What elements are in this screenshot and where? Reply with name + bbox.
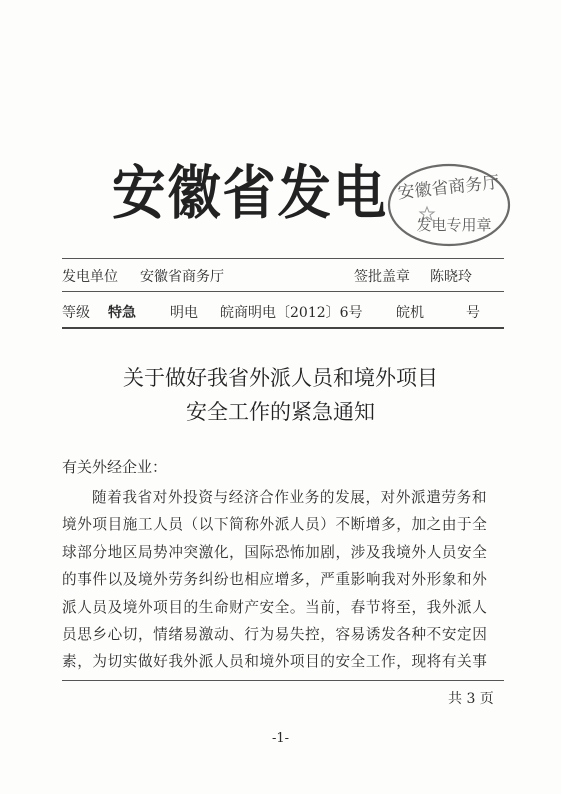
document-title-line-1: 关于做好我省外派人员和境外项目 [123,366,438,390]
page-number: -1- [271,731,290,746]
divider-line [62,327,504,329]
telegram-header-title: 安徽省发电 [112,159,389,227]
body-line: 素，为切实做好我外派人员和境外项目的安全工作，现将有关事 [62,653,488,671]
total-pages: 共 3 页 [448,691,494,707]
document-number: 皖商明电〔2012〕6号 [220,305,363,321]
signer-label: 签批盖章 [354,269,410,285]
body-line: 派人员及境外项目的生命财产安全。当前，春节将至，我外派人 [62,598,488,616]
signer-value: 陈晓玲 [430,269,472,285]
document-title-line-2: 安全工作的紧急通知 [186,400,375,424]
footer-divider-line [62,680,504,681]
level-label: 等级 [62,305,90,321]
body-line: 球部分地区局势冲突激化，国际恐怖加剧，涉及我境外人员安全 [62,543,488,561]
body-paragraph [62,484,504,676]
salutation: 有关外经企业： [62,458,168,476]
body-line: 的事件以及境外劳务纠纷也相应增多，严重影响我对外形象和外 [62,571,488,589]
number-label: 号 [466,305,480,321]
body-line: 员思乡心切，情绪易激动、行为易失控，容易诱发各种不安定因 [62,626,488,644]
divider-line [62,258,504,259]
body-line: 随着我省对外投资与经济合作业务的发展，对外派遣劳务和 [92,489,488,506]
svg-text:安徽省商务厅: 安徽省商务厅 [396,172,501,204]
official-seal-stamp [386,162,512,248]
issuer-label: 发电单位 [62,269,118,285]
machine-label: 皖机 [396,305,424,321]
issuer-value: 安徽省商务厅 [140,269,224,285]
level-value: 特急 [108,305,136,321]
svg-text:发电专用章: 发电专用章 [416,216,492,234]
body-line: 境外项目施工人员（以下简称外派人员）不断增多，加之由于全 [62,516,488,534]
type-label: 明电 [170,305,198,321]
divider-line [62,291,504,292]
